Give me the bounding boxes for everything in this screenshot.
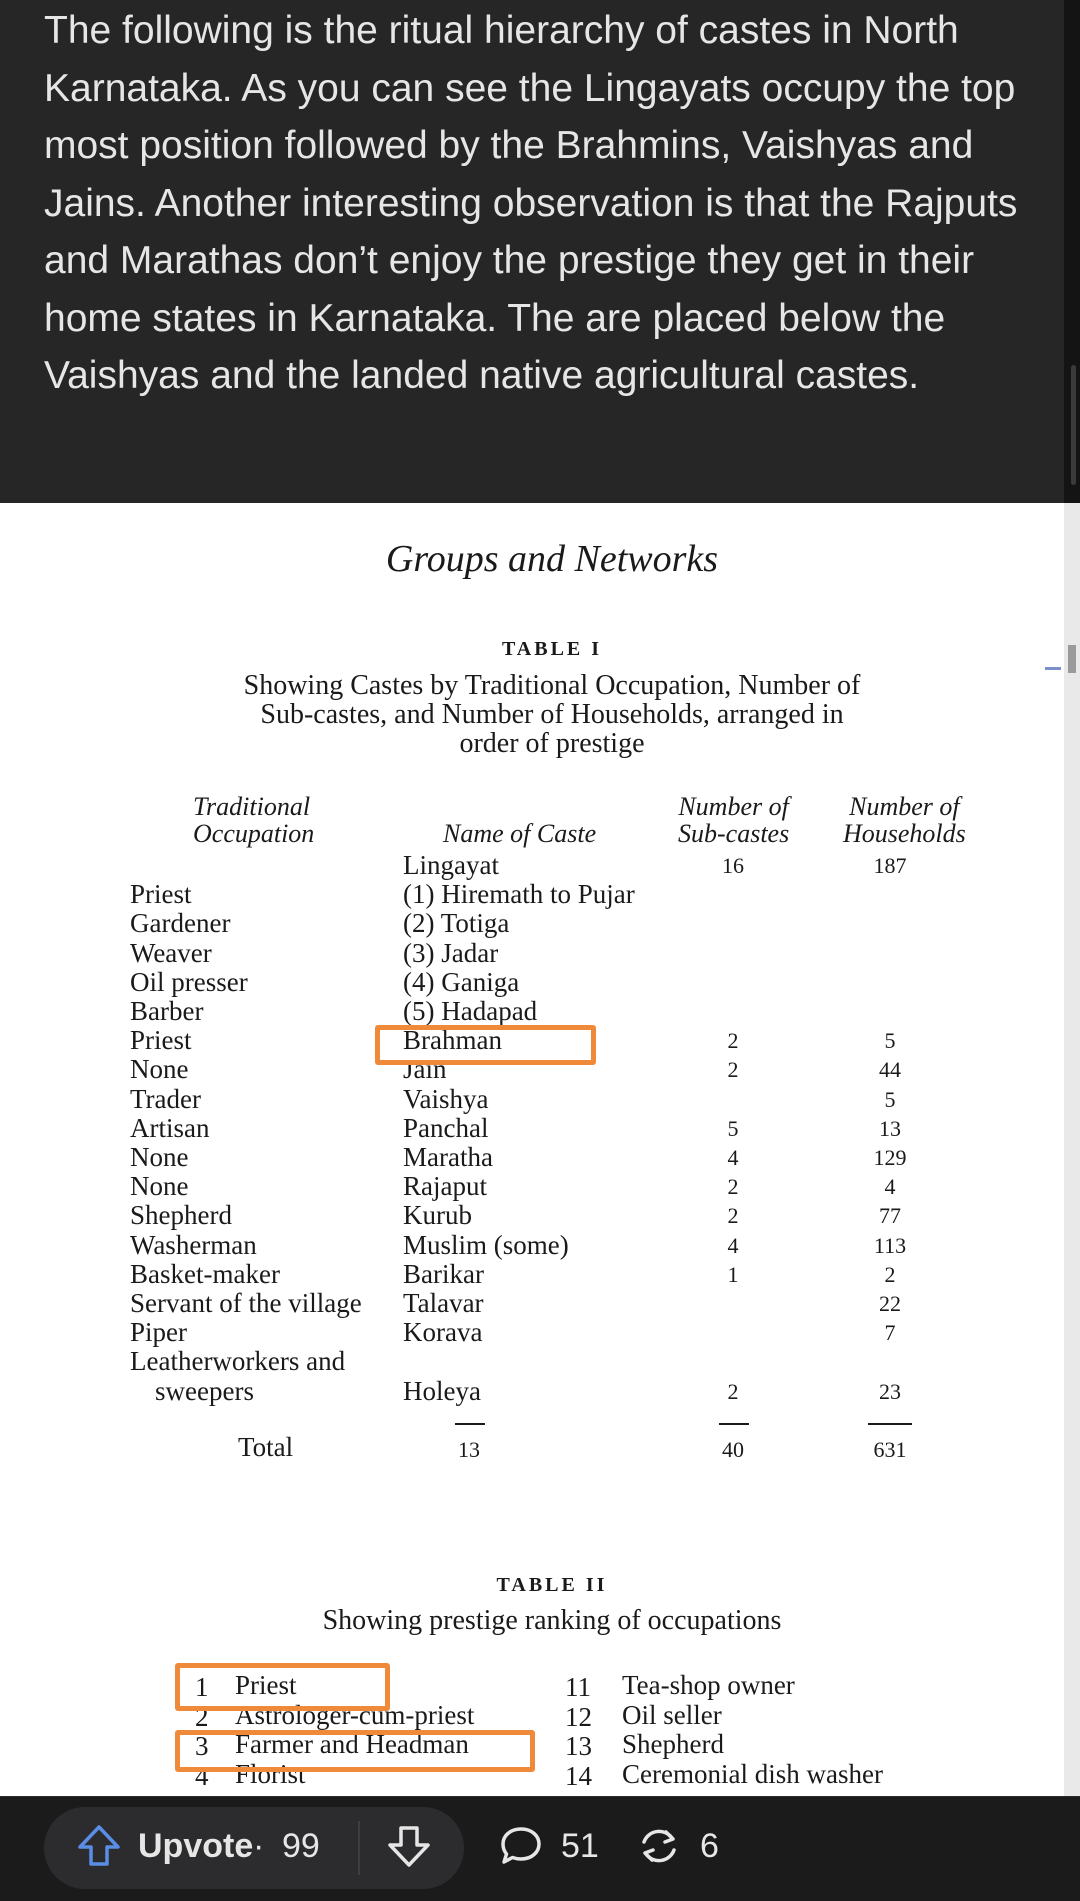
cell-occupation: Artisan [130, 1112, 210, 1143]
cell-caste: Vaishya [403, 1083, 489, 1114]
cell-subcastes: 2 [727, 1378, 739, 1404]
rank-occupation: Priest [235, 1670, 297, 1700]
cell-occupation: Leatherworkers and [130, 1346, 346, 1377]
arrow-down-outline-icon[interactable] [386, 1823, 432, 1869]
cell-households: 77 [879, 1203, 901, 1229]
cell-occupation: None [130, 1171, 189, 1202]
vote-divider [358, 1821, 360, 1875]
cell-occupation: sweepers [155, 1375, 254, 1406]
rank-number: 3 [195, 1731, 209, 1761]
cell-occupation: Washerman [130, 1229, 257, 1260]
scan-heading: Groups and Networks [385, 538, 719, 580]
total-sub: 40 [722, 1437, 744, 1462]
cell-caste: (5) Hadapad [403, 996, 538, 1026]
cell-occupation: Gardener [130, 908, 231, 939]
upvote-count: 99 [282, 1827, 320, 1865]
cell-subcastes: 5 [727, 1115, 739, 1141]
cell-caste: Brahman [403, 1025, 502, 1056]
total-hh: 631 [873, 1437, 907, 1462]
rank-number: 12 [565, 1701, 592, 1732]
upvote-separator: · [253, 1827, 265, 1865]
post-body [0, 0, 1064, 503]
cell-occupation: Piper [130, 1317, 187, 1348]
cell-occupation: Trader [130, 1083, 201, 1114]
arrow-up-outline-icon[interactable] [76, 1823, 122, 1869]
post-action-bar [0, 1796, 1080, 1901]
cell-caste: Rajaput [403, 1171, 487, 1202]
page-scrollbar-thumb[interactable] [1071, 365, 1076, 485]
cell-caste: Korava [403, 1317, 483, 1348]
cell-caste: Talavar [403, 1288, 484, 1318]
speech-bubble-icon[interactable] [499, 1825, 543, 1867]
total-caste: 13 [458, 1437, 480, 1462]
cell-households: 129 [873, 1145, 907, 1170]
cell-caste: Barikar [403, 1258, 484, 1289]
header-households: Number of Households [843, 792, 966, 848]
cell-caste: Lingayat [403, 850, 499, 880]
rank-occupation: Shepherd [622, 1729, 724, 1759]
cell-caste: Panchal [403, 1112, 489, 1143]
cell-occupation: Oil presser [130, 966, 248, 997]
table1-caption-line: order of prestige [459, 728, 645, 759]
cell-subcastes: 2 [727, 1174, 739, 1200]
scroll-marker [1045, 667, 1061, 670]
cell-subcastes: 4 [727, 1232, 739, 1258]
cell-caste: (2) Totiga [403, 908, 510, 939]
cell-subcastes: 4 [727, 1145, 739, 1170]
cell-households: 23 [879, 1378, 901, 1404]
cell-subcastes: 2 [727, 1057, 739, 1083]
cell-subcastes: 1 [727, 1261, 739, 1287]
image-scrollbar-thumb[interactable] [1068, 645, 1076, 673]
table1-label: TABLE I [501, 638, 603, 660]
cell-households: 187 [873, 853, 907, 878]
cell-occupation: Barber [130, 996, 204, 1026]
highlight-priest [175, 1663, 390, 1711]
image-scrollbar-track[interactable] [1064, 503, 1080, 1796]
cell-households: 44 [879, 1057, 901, 1083]
scanned-page-image[interactable] [0, 503, 1064, 1796]
cell-caste: (3) Jadar [403, 937, 499, 968]
cell-households: 22 [879, 1291, 901, 1316]
cell-subcastes: 2 [727, 1028, 739, 1054]
reload-share-icon[interactable] [636, 1824, 682, 1868]
cell-households: 2 [884, 1261, 896, 1287]
cell-caste: (1) Hiremath to Pujar [403, 879, 635, 910]
cell-occupation: Priest [130, 879, 192, 910]
cell-occupation: Servant of the village [130, 1288, 362, 1318]
header-caste: Name of Caste [443, 819, 597, 848]
cell-occupation: Weaver [130, 937, 212, 968]
cell-occupation: Shepherd [130, 1200, 232, 1231]
rank-occupation: Tea-shop owner [622, 1670, 795, 1700]
post-text: The following is the ritual hierarchy of castes in North Karnataka. As you can see the Lingayats occupy the top most position followed by the Brahmins, Vaishyas and Jains. Another interesting observation is that the Rajputs and Marathas don’t enjoy the prestige they get in their home states in Karnataka. The are placed below the Vaishyas and the landed native agricultural castes. [44, 9, 1018, 397]
rank-number: 11 [565, 1672, 591, 1702]
table2-caption: Showing prestige ranking of occupations [322, 1605, 782, 1636]
table2-label: TABLE II [496, 1574, 608, 1596]
share-count[interactable]: 6 [700, 1827, 719, 1865]
cell-caste: Holeya [403, 1375, 481, 1406]
cell-caste: (4) Ganiga [403, 966, 520, 997]
rank-occupation: Florist [235, 1758, 306, 1789]
cell-caste: Jain [403, 1054, 447, 1085]
highlight-brahman [375, 1025, 596, 1065]
cell-occupation: Basket-maker [130, 1258, 280, 1289]
cell-caste: Maratha [403, 1142, 493, 1172]
rank-number: 1 [195, 1672, 209, 1702]
cell-households: 13 [879, 1115, 901, 1141]
rank-occupation: Ceremonial dish washer [622, 1758, 883, 1789]
cell-caste: Kurub [403, 1200, 472, 1231]
upvote-button[interactable]: Upvote [138, 1827, 254, 1865]
rank-number: 2 [195, 1701, 209, 1732]
rank-number: 4 [195, 1760, 209, 1791]
rank-occupation: Astrologer-cum-priest [235, 1699, 475, 1730]
cell-households: 5 [884, 1086, 896, 1112]
cell-caste: Muslim (some) [403, 1229, 569, 1260]
comment-count[interactable]: 51 [561, 1827, 599, 1865]
header-subcastes: Number of Sub-castes [678, 792, 790, 848]
rank-number: 13 [565, 1731, 592, 1761]
total-rule-sub [719, 1423, 749, 1425]
table1-caption-line: Showing Castes by Traditional Occupation, Number of [243, 670, 861, 701]
rank-occupation: Farmer and Headman [235, 1729, 469, 1759]
cell-households: 7 [884, 1320, 896, 1346]
cell-occupation: None [130, 1142, 189, 1172]
cell-households: 4 [884, 1174, 896, 1200]
header-occupation: Traditional Occupation [193, 792, 315, 848]
cell-occupation: None [130, 1054, 189, 1085]
cell-occupation: Priest [130, 1025, 192, 1056]
cell-households: 5 [884, 1028, 896, 1054]
total-rule-hh [868, 1423, 912, 1425]
table1-caption-line: Sub-castes, and Number of Households, arranged in [260, 699, 844, 730]
cell-subcastes: 2 [727, 1203, 739, 1229]
total-rule-caste [455, 1423, 485, 1425]
highlight-farmer-headman [175, 1730, 535, 1772]
cell-households: 113 [873, 1232, 907, 1258]
rank-occupation: Oil seller [622, 1699, 722, 1730]
total-label: Total [238, 1432, 294, 1462]
cell-subcastes: 16 [722, 853, 744, 878]
rank-number: 14 [565, 1760, 592, 1791]
